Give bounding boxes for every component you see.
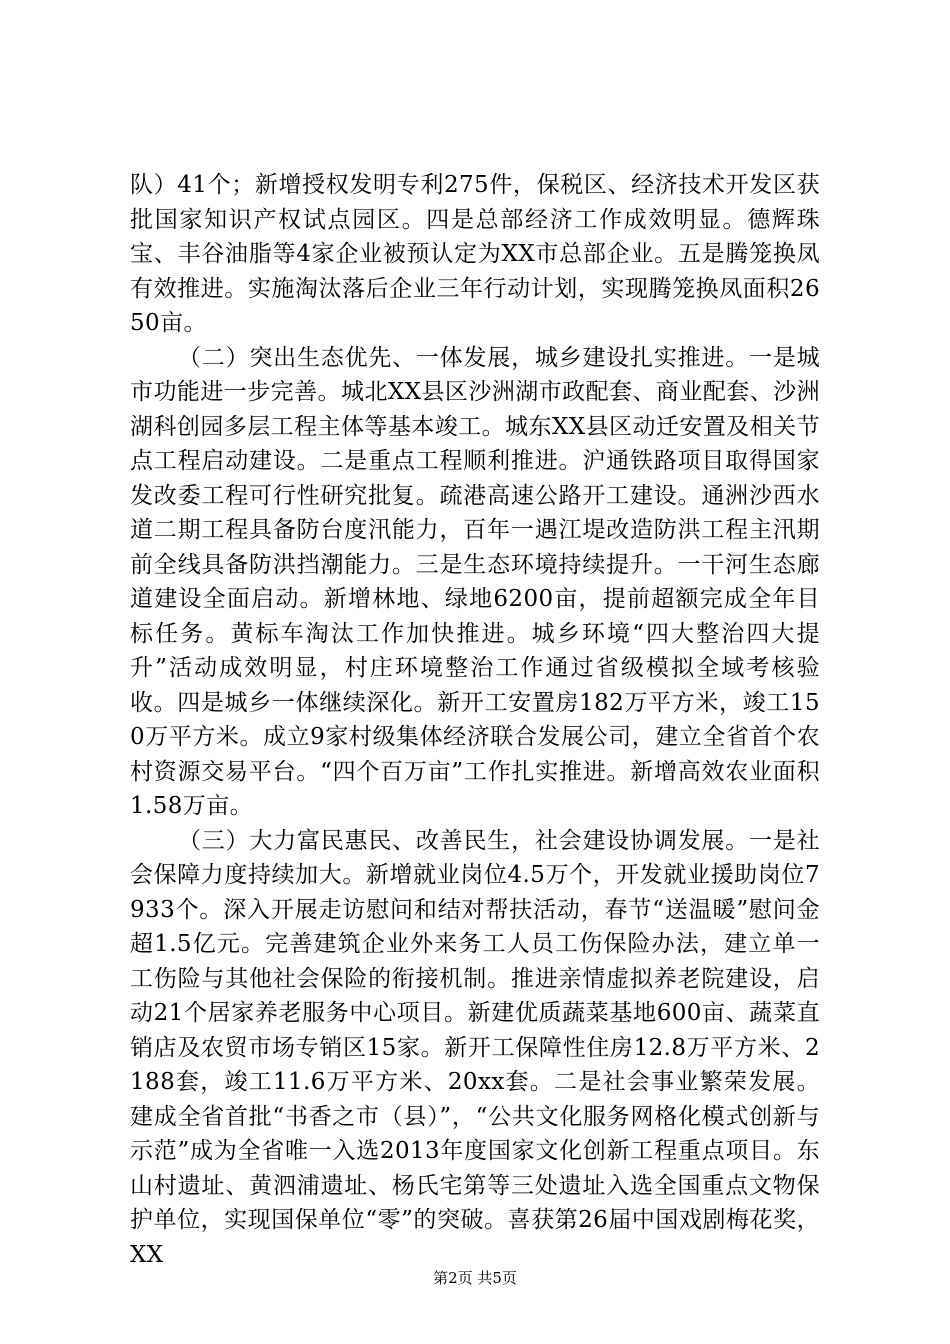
paragraph-2: （二）突出生态优先、一体发展，城乡建设扎实推进。一是城市功能进一步完善。城北XX县区沙洲湖市政配套、商业配套、沙洲湖科创园多层工程主体等基本竣工。城东XX县区动迁安置及相关节点工程启动建设。二是重点工程顺利推进。沪通铁路项目取得国家发改委工程可行性研究批复。疏港高速公路开工建设。通洲沙西水道二期工程具备防台度汛能力，百年一遇江堤改造防洪工程主汛期前全线具备防洪挡潮能力。三是生态环境持续提升。一干河生态廊道建设全面启动。新增林地、绿地6200亩，提前超额完成全年目标任务。黄标车淘汰工作加快推进。城乡环境“四大整治四大提升”活动成效明显，村庄环境整治工作通过省级模拟全域考核验收。四是城乡一体继续深化。新开工安置房182万平方米，竣工150万平方米。成立9家村级集体经济联合发展公司，建立全省首个农村资源交易平台。“四个百万亩”工作扎实推进。新增高效农业面积1.58万亩。	[130, 344, 820, 819]
paragraph-1: 队）41个；新增授权发明专利275件，保税区、经济技术开发区获批国家知识产权试点园区。四是总部经济工作成效明显。德辉珠宝、丰谷油脂等4家企业被预认定为XX市总部企业。五是腾笼换凤有效推进。实施淘汰落后企业三年行动计划，实现腾笼换凤面积2650亩。	[130, 172, 820, 336]
page-number-footer: 第2页 共5页	[433, 1269, 517, 1287]
document-body	[130, 168, 820, 1272]
paragraph-3: （三）大力富民惠民、改善民生，社会建设协调发展。一是社会保障力度持续加大。新增就业岗位4.5万个，开发就业援助岗位7933个。深入开展走访慰问和结对帮扶活动，春节“送温暖”慰问金超1.5亿元。完善建筑企业外来务工人员工伤保险办法，建立单一工伤险与其他社会保险的衔接机制。推进亲情虚拟养老院建设，启动21个居家养老服务中心项目。新建优质蔬菜基地600亩、蔬菜直销店及农贸市场专销区15家。新开工保障性住房12.8万平方米、2188套，竣工11.6万平方米、20xx套。二是社会事业繁荣发展。建成全省首批“书香之市（县）”，“公共文化服务网格化模式创新与示范”成为全省唯一入选2013年度国家文化创新工程重点项目。东山村遗址、黄泗浦遗址、杨氏宅第等三处遗址入选全国重点文物保护单位，实现国保单位“零”的突破。喜获第26届中国戏剧梅花奖，XX	[130, 827, 820, 1268]
